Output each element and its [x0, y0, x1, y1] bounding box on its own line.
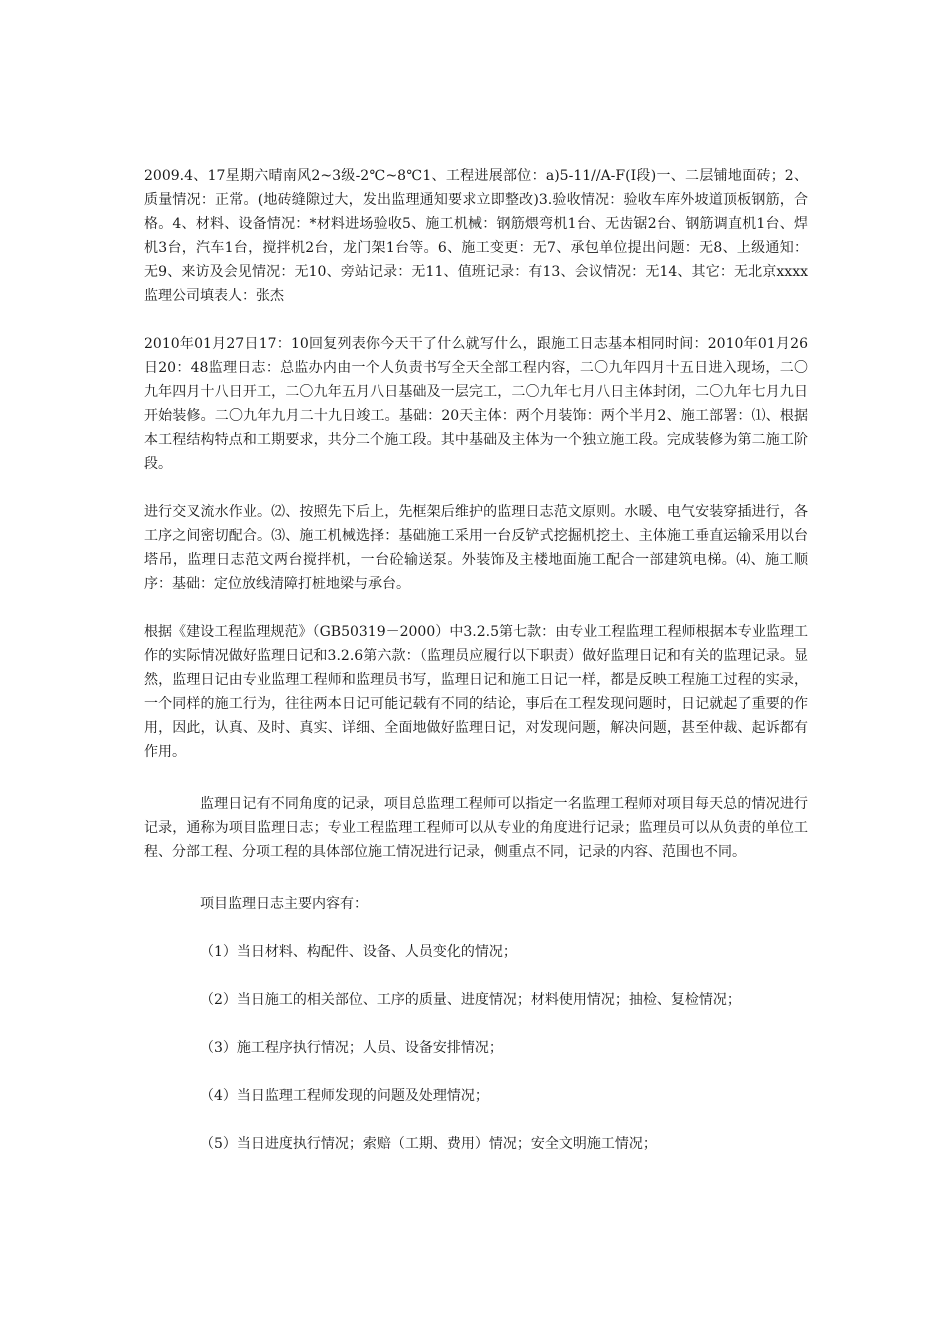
list-intro: 项目监理日志主要内容有：: [200, 896, 368, 912]
content-list: [144, 940, 808, 1156]
paragraph-daily-log: 2009.4、17星期六晴南风2~3级-2℃~8℃1、工程进展部位：a)5-11//A-F(I段)一、二层铺地面砖；2、质量情况：正常。(地砖缝隙过大，发出监理通知要求立即整改)3.验收情况：验收车库外坡道顶板钢筋，合格。4、材料、设备情况：*材料进场验收5、施工机械：钢筋煨弯机1台、无齿锯2台、钢筋调直机1台、焊机3台，汽车1台，搅拌机2台，龙门架1台等。6、施工变更：无7、承包单位提出问题：无8、上级通知：无9、来访及会见情况：无10、旁站记录：无11、值班记录：有13、会议情况：无14、其它：无北京xxxx监理公司填表人：张杰: [144, 168, 808, 304]
list-item: （3）施工程序执行情况；人员、设备安排情况；: [200, 1040, 503, 1056]
list-item: （4）当日监理工程师发现的问题及处理情况；: [200, 1088, 489, 1104]
paragraph-construction-sequence: 进行交叉流水作业。⑵、按照先下后上，先框架后维护的监理日志范文原则。水暖、电气安装穿插进行，各工序之间密切配合。⑶、施工机械选择：基础施工采用一台反铲式挖掘机挖土、主体施工垂直运输采用以台塔吊，监理日志范文两台搅拌机，一台砼输送泵。外装饰及主楼地面施工配合一部建筑电梯。⑷、施工顺序：基础：定位放线清障打桩地梁与承台。: [144, 504, 808, 592]
paragraph-reply: 2010年01月27日17：10回复列表你今天干了什么就写什么，跟施工日志基本相同时间：2010年01月26日20：48监理日志：总监办内由一个人负责书写全天全部工程内容，二〇九年四月十五日进入现场，二〇九年四月十八日开工，二〇九年五月八日基础及一层完工，二〇九年七月八日主体封闭，二〇九年七月九日开始装修。二〇九年九月二十九日竣工。基础：20天主体：两个月装饰：两个半月2、施工部署：⑴、根据本工程结构特点和工期要求，共分二个施工段。其中基础及主体为一个独立施工段。完成装修为第二施工阶段。: [144, 336, 808, 472]
list-item: （2）当日施工的相关部位、工序的质量、进度情况；材料使用情况；抽检、复检情况；: [200, 992, 741, 1008]
list-item: （1）当日材料、构配件、设备、人员变化的情况；: [200, 944, 517, 960]
paragraph-regulation: 根据《建设工程监理规范》（GB50319－2000）中3.2.5第七款：由专业工程监理工程师根据本专业监理工作的实际情况做好监理日记和3.2.6第六款：（监理员应履行以下职责）做好监理日记和有关的监理记录。显然，监理日记由专业监理工程师和监理员书写，监理日记和施工日记一样，都是反映工程施工过程的实录，一个同样的施工行为，往往两本日记可能记载有不同的结论，事后在工程发现问题时，日记就起了重要的作用，因此，认真、及时、真实、详细、全面地做好监理日记，对发现问题，解决问题，甚至仲裁、起诉都有作用。: [144, 624, 808, 760]
document-page: [144, 164, 808, 1156]
list-item: （5）当日进度执行情况；索赔（工期、费用）情况；安全文明施工情况；: [200, 1136, 657, 1152]
paragraph-log-types: 监理日记有不同角度的记录，项目总监理工程师可以指定一名监理工程师对项目每天总的情况进行记录，通称为项目监理日志；专业工程监理工程师可以从专业的角度进行记录；监理员可以从负责的单位工程、分部工程、分项工程的具体部位施工情况进行记录，侧重点不同，记录的内容、范围也不同。: [144, 796, 808, 860]
